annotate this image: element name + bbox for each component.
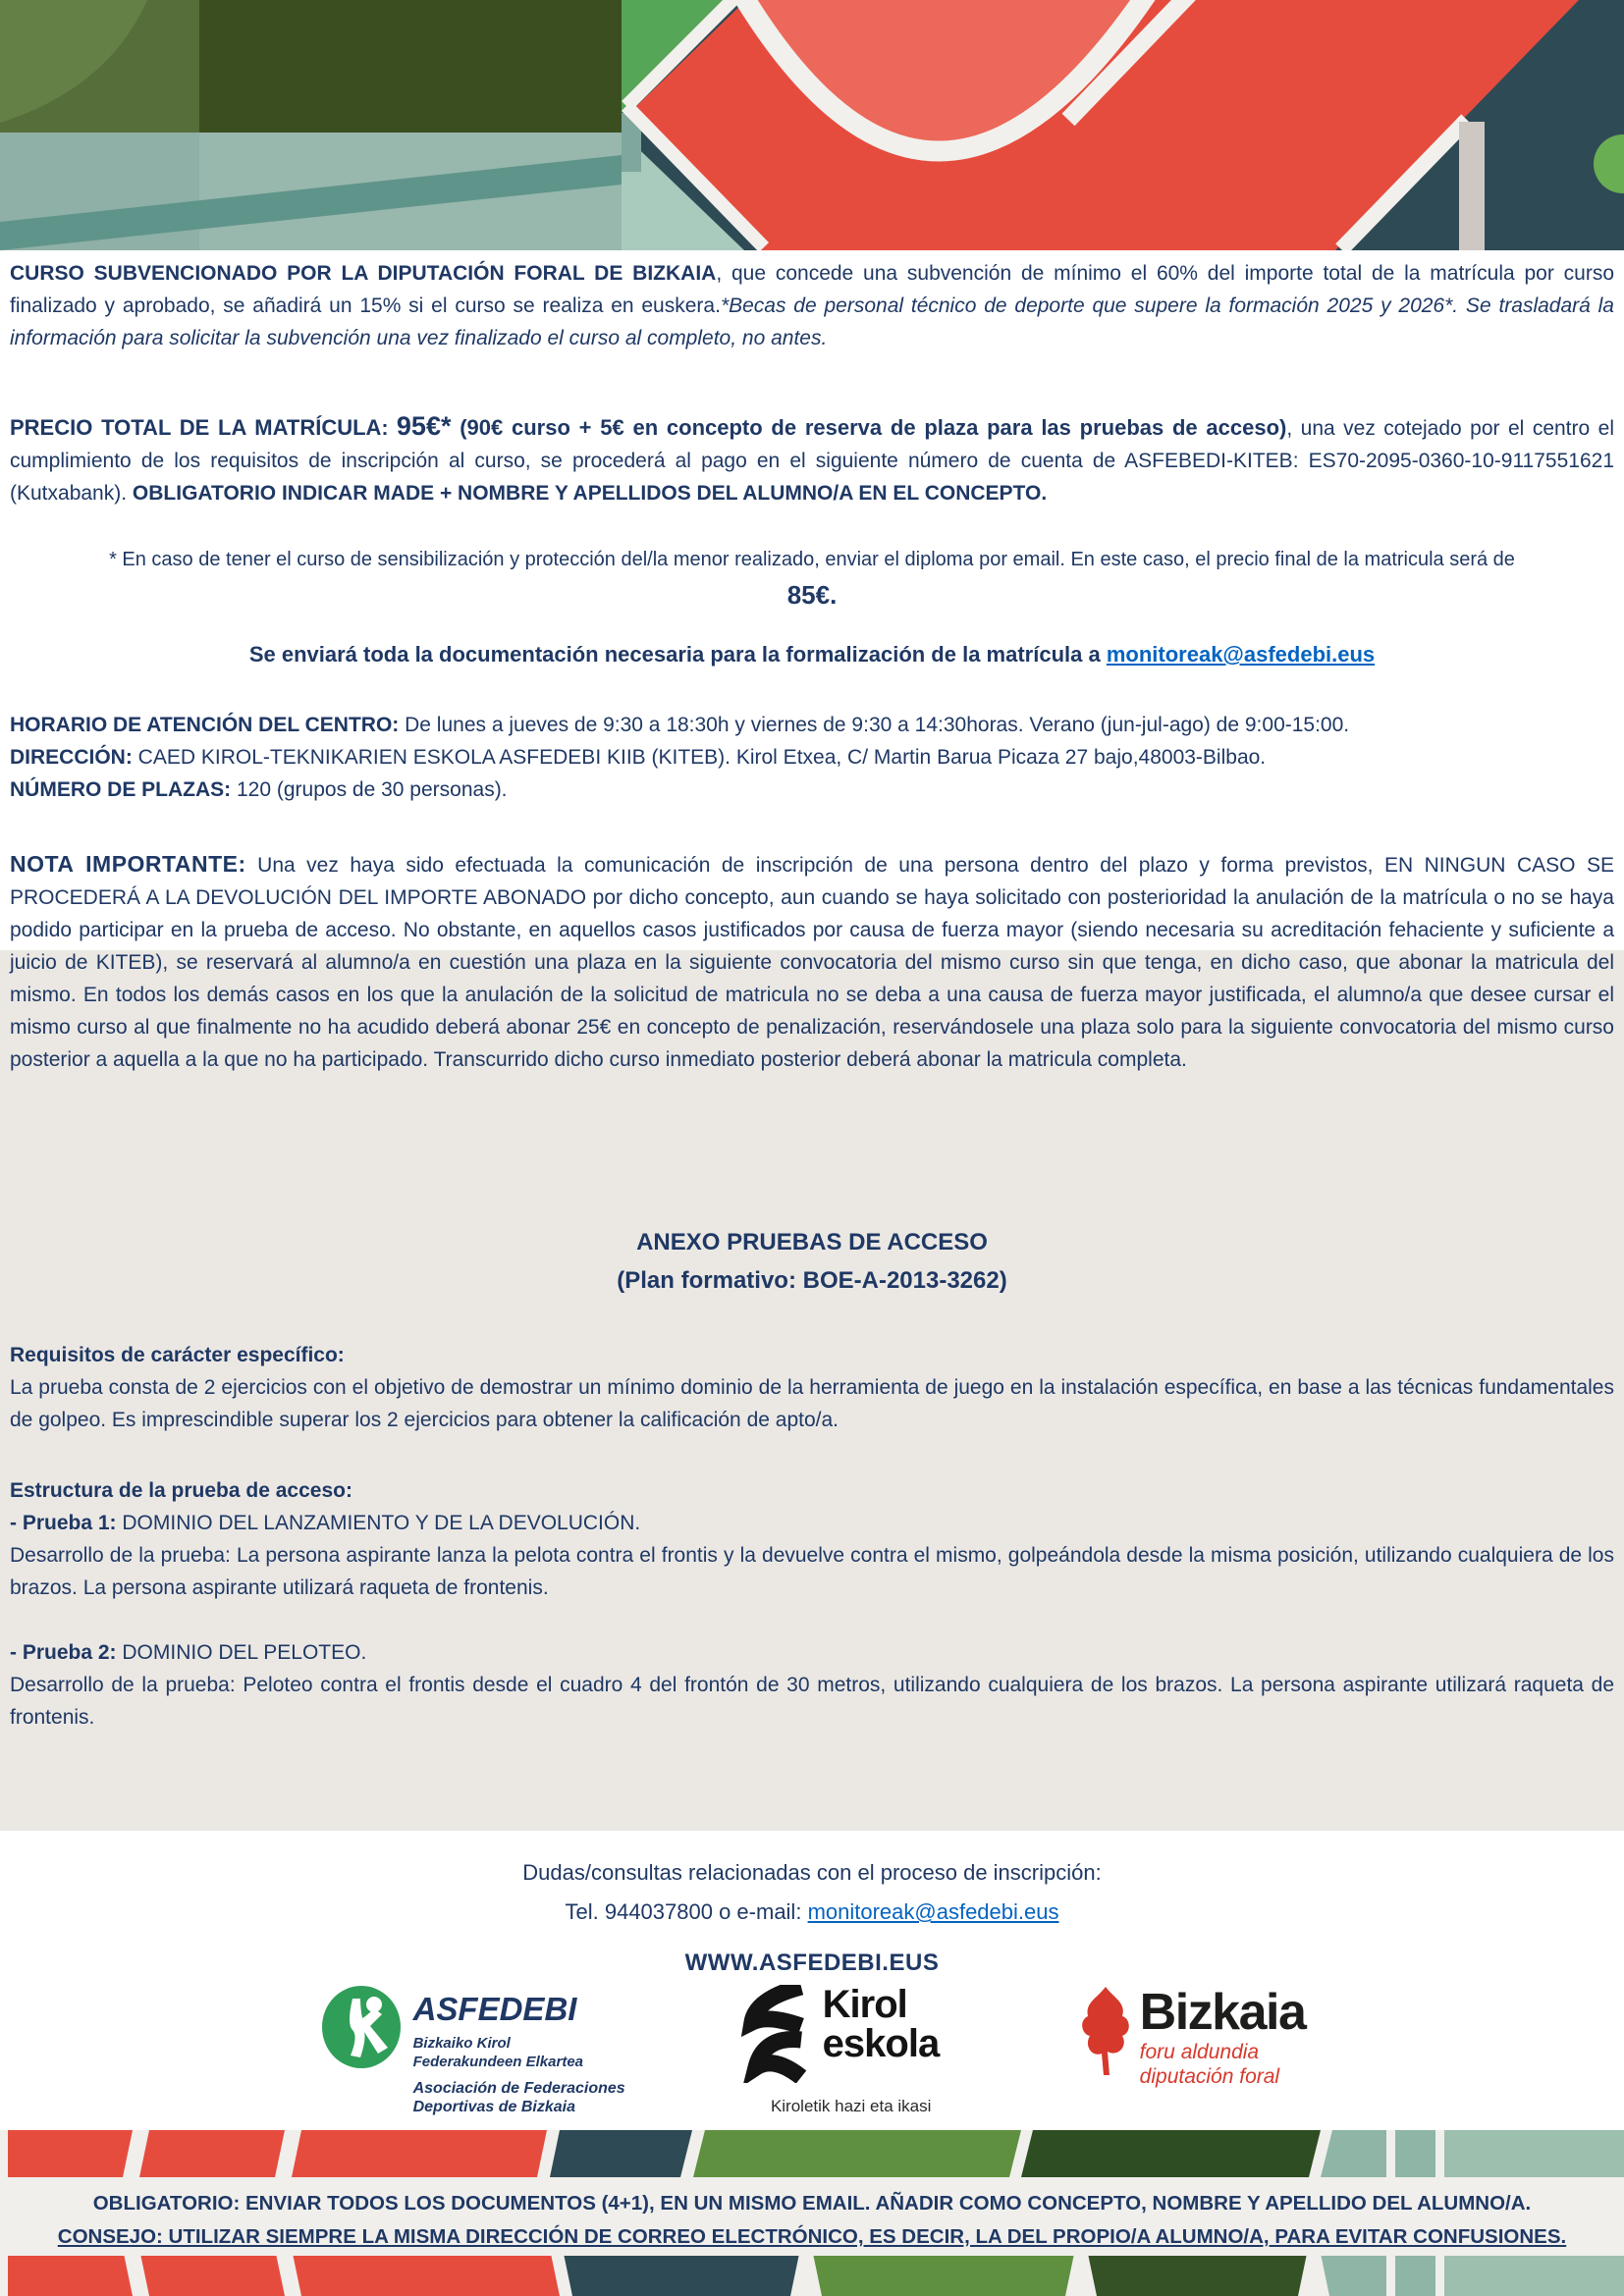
prueba2-line	[10, 1636, 1614, 1669]
precio-colon: :	[381, 417, 397, 440]
precio-label: PRECIO TOTAL DE LA MATRÍCULA	[10, 415, 382, 440]
nota-texto-1: Una vez haya sido efectuada la comunicación de inscripción de una persona dentro del plazo y forma previstos,	[245, 854, 1384, 877]
nota-texto-caps: EN NINGUN CASO SE PROCEDERÁ A LA DEVOLUCIÓN DEL IMPORTE ABONADO	[10, 854, 1614, 909]
curso-italic-note: *Becas de personal técnico de deporte que supere la formación 2025 y 2026*. Se trasladará la información para solicitar la subvención una vez finalizado el curso al completo, no antes.	[10, 294, 1614, 349]
anexo-title: ANEXO PRUEBAS DE ACCESO	[636, 1229, 988, 1255]
precio-importe: 95€*	[396, 411, 452, 441]
estructura-heading: Estructura de la prueba de acceso:	[10, 1479, 352, 1502]
paragraph-curso-subvencionado	[10, 257, 1614, 354]
line-plazas	[10, 774, 1614, 806]
prueba1-line	[10, 1507, 1614, 1539]
requisitos-body: La prueba consta de 2 ejercicios con el objetivo de demostrar un mínimo dominio de la herramienta de juego en la instalación específica, en base a las técnicas fundamentales de golpeo. Es imprescindible superar los 2 ejercicios para obtener la calificación de apto/a.	[10, 1376, 1614, 1431]
asfedebi-sub3: Asociación de Federaciones	[412, 2080, 625, 2097]
contact-line2-pre: Tel. 944037800 o e-mail:	[565, 1899, 808, 1924]
curso-bold-lead: CURSO SUBVENCIONADO POR LA DIPUTACIÓN FORAL DE BIZKAIA	[10, 262, 717, 285]
bizkaia-sub2: diputación foral	[1139, 2065, 1280, 2088]
footnote-diploma	[90, 542, 1534, 615]
kirol-word1: Kirol	[822, 1983, 907, 2026]
header-banner-art	[0, 0, 1624, 250]
section-estructura	[10, 1474, 1614, 1734]
prueba1-title: DOMINIO DEL LANZAMIENTO Y DE LA DEVOLUCIÓN.	[116, 1512, 641, 1534]
prueba1-label: - Prueba 1:	[10, 1512, 117, 1534]
plazas-label: NÚMERO DE PLAZAS:	[10, 778, 232, 801]
logo-bizkaia	[1077, 1985, 1306, 2089]
email-link-contacto[interactable]: monitoreak@asfedebi.eus	[807, 1899, 1059, 1924]
asfedebi-text-block	[413, 1985, 625, 2116]
footer-line1: OBLIGATORIO: ENVIAR TODOS LOS DOCUMENTOS (4+1), EN UN MISMO EMAIL. AÑADIR COMO CONCEPTO, NOMBRE Y APELLIDO DEL ALUMNO/A.	[92, 2192, 1532, 2215]
anexo-subtitle: (Plan formativo: BOE-A-2013-3262)	[617, 1267, 1007, 1294]
horario-value: De lunes a jueves de 9:30 a 18:30h y viernes de 9:30 a 14:30horas. Verano (jun-jul-ago) de 9:00-15:00.	[399, 714, 1350, 736]
horario-label: HORARIO DE ATENCIÓN DEL CENTRO:	[10, 714, 400, 736]
bizkaia-name: Bizkaia	[1139, 1984, 1306, 2041]
asfedebi-sub1: Bizkaiko Kirol	[412, 2035, 511, 2052]
direccion-value: CAED KIROL-TEKNIKARIEN ESKOLA ASFEDEBI KIIB (KITEB). Kirol Etxea, C/ Martin Barua Picaza 27 bajo,48003-Bilbao.	[132, 746, 1267, 769]
footnote-text: * En caso de tener el curso de sensibilización y protección del/la menor realizado, enviar el diploma por email. En este caso, el precio final de la matricula será de	[109, 549, 1515, 570]
asfedebi-emblem-icon	[319, 1985, 404, 2069]
section-requisitos	[10, 1339, 1614, 1436]
plazas-value: 120 (grupos de 30 personas).	[231, 778, 508, 801]
curso-text: , que concede una subvención de mínimo el 60% del importe total de la matrícula por curso finalizado y aprobado, se añadirá un 15% si el curso se realiza en euskera.	[10, 262, 1614, 317]
footer-instructions	[0, 2177, 1624, 2256]
asfedebi-sub2: Federakundeen Elkartea	[412, 2054, 584, 2070]
logos-row	[0, 1985, 1624, 2116]
contact-block	[10, 1853, 1614, 1932]
asfedebi-name: ASFEDEBI	[412, 1991, 577, 2027]
nota-label: NOTA IMPORTANTE:	[10, 851, 246, 877]
nota-texto-2: por dicho concepto, aun cuando se haya solicitado con posterioridad la anulación de la matrícula o no se haya podido participar en la prueba de acceso. No obstante, en aquellos casos justificados por causa de fuerza mayor (siendo necesaria su acreditación fehaciente y suficiente a juicio de KITEB), se reservará al alumno/a en cuestión una plaza en la siguiente convocatoria del mismo curso sin que tenga, en dicho caso, que abonar la matricula del mismo. En todos los demás casos en los que la anulación de la solicitud de matricula no se deba a una causa de fuerza mayor justificada, el alumno/a que desee cursar el mismo curso al que finalmente no ha acudido deberá abonar 25€ en concepto de penalización, reservándosele una plaza solo para la siguiente convocatoria del mismo curso posterior a aquella a la que no ha participado. Transcurrido dicho curso inmediato posterior deberá abonar la matricula completa.	[10, 886, 1614, 1071]
kirol-eskola-lockup	[738, 1985, 964, 2083]
bizkaia-leaf-icon	[1077, 1985, 1134, 2079]
envio-text: Se enviará toda la documentación necesaria para la formalización de la matrícula a	[248, 642, 1107, 667]
line-direccion	[10, 741, 1614, 774]
website-line: WWW.ASFEDEBI.EUS	[684, 1949, 940, 1976]
line-horario	[10, 709, 1614, 741]
logo-kirol-eskola	[738, 1985, 964, 2116]
asfedebi-sub4: Deportivas de Bizkaia	[412, 2099, 575, 2115]
logo-asfedebi	[319, 1985, 625, 2116]
kirol-word2: eskola	[822, 2022, 940, 2065]
contact-line2	[10, 1893, 1614, 1932]
precio-texto: , una vez cotejado por el centro el cumplimiento de los requisitos de inscripción al curso, se procederá al pago en el siguiente número de cuenta de ASFEBEDI-KITEB: ES70-2095-0360-10-9117551621 (Kutxabank).	[10, 417, 1614, 505]
bizkaia-text-block	[1140, 1985, 1306, 2089]
bizkaia-sub1: foru aldundia	[1139, 2041, 1260, 2063]
prueba1-desc: Desarrollo de la prueba: La persona aspirante lanza la pelota contra el frontis y la devuelve contra el mismo, golpeándola desde la misma posición, utilizando cualquiera de los brazos. La persona aspirante utilizará raqueta de frontenis.	[10, 1544, 1614, 1599]
prueba2-desc: Desarrollo de la prueba: Peloteo contra el frontis desde el cuadro 4 del frontón de 30 metros, utilizando cualquiera de los brazos. La persona aspirante utilizará raqueta de frontenis.	[10, 1674, 1614, 1729]
kirol-eskola-icon	[738, 1985, 811, 2083]
footnote-precio: 85€.	[786, 580, 838, 610]
prueba2-label: - Prueba 2:	[10, 1641, 117, 1664]
precio-detalle: (90€ curso + 5€ en concepto de reserva de plaza para las pruebas de acceso)	[451, 415, 1287, 440]
precio-obligatorio: OBLIGATORIO INDICAR MADE + NOMBRE Y APELLIDOS DEL ALUMNO/A EN EL CONCEPTO.	[132, 482, 1048, 505]
info-centro	[10, 709, 1614, 806]
direccion-label: DIRECCIÓN:	[10, 746, 133, 769]
contact-line1: Dudas/consultas relacionadas con el proceso de inscripción:	[522, 1860, 1102, 1885]
line-envio-documentacion	[10, 638, 1614, 670]
footer-line2: CONSEJO: UTILIZAR SIEMPRE LA MISMA DIRECCIÓN DE CORREO ELECTRÓNICO, ES DECIR, LA DEL PROPIO/A ALUMNO/A, PARA EVITAR CONFUSIONES.	[57, 2225, 1567, 2248]
paragraph-precio-total	[10, 410, 1614, 509]
anexo-title-block	[10, 1223, 1614, 1300]
prueba2-title: DOMINIO DEL PELOTEO.	[116, 1641, 367, 1664]
email-link-matricula[interactable]: monitoreak@asfedebi.eus	[1106, 642, 1376, 667]
kirol-tagline: Kiroletik hazi eta ikasi	[770, 2097, 932, 2115]
kirol-eskola-words	[823, 1985, 940, 2063]
requisitos-heading: Requisitos de carácter específico:	[10, 1344, 345, 1366]
paragraph-nota-importante	[10, 848, 1614, 1076]
